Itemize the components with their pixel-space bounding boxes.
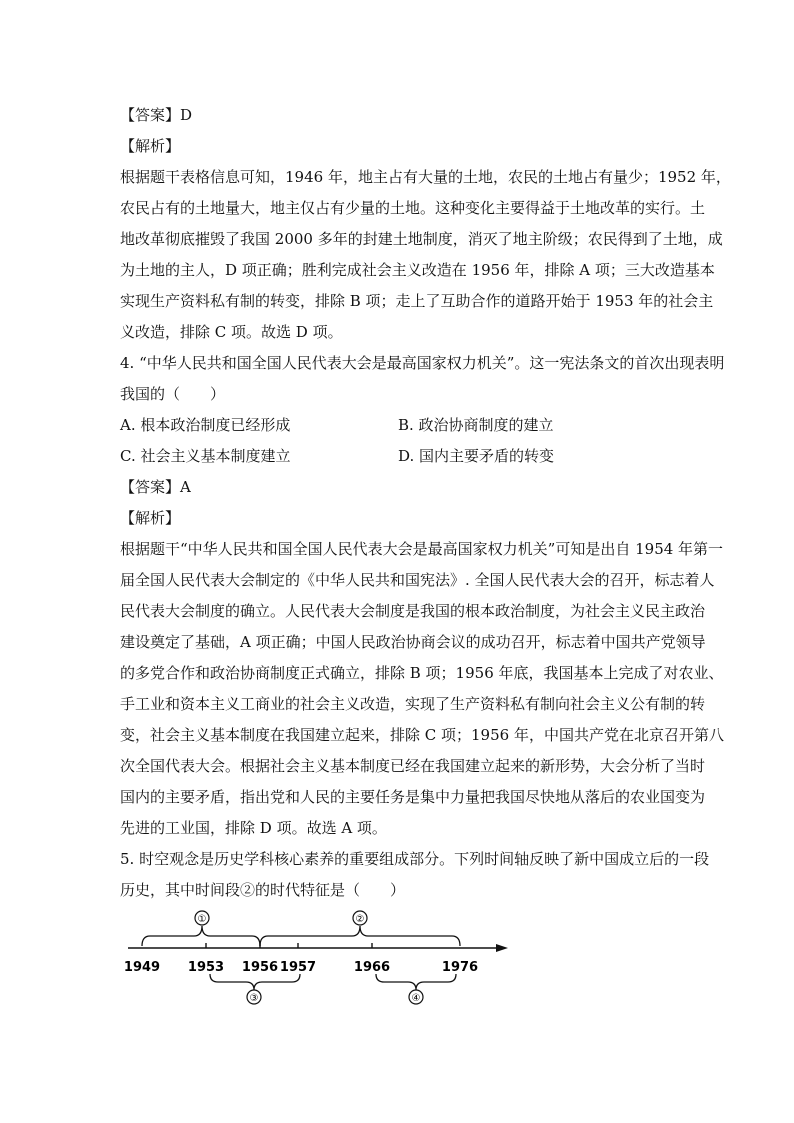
q4-analysis-line: 次全国代表大会。根据社会主义基本制度已经在我国建立起来的新形势，大会分析了当时: [120, 757, 706, 775]
timeline-svg: [120, 908, 520, 1008]
q3-analysis-line: 义改造，排除 C 项。故选 D 项。: [120, 323, 343, 341]
q4-analysis-line: 届全国人民代表大会制定的《中华人民共和国宪法》. 全国人民代表大会的召开，标志着人: [120, 571, 715, 589]
q3-analysis-line: 农民占有的土地量大，地主仅占有少量的土地。这种变化主要得益于土地改革的实行。土: [120, 199, 706, 217]
q4-analysis-line: 变，社会主义基本制度在我国建立起来，排除 C 项；1956 年，中国共产党在北京召开第八: [120, 726, 724, 744]
q4-analysis-line: 手工业和资本主义工商业的社会主义改造，实现了生产资料私有制向社会主义公有制的转: [120, 695, 706, 713]
q4-analysis-line: 建设奠定了基础，A 项正确；中国人民政治协商会议的成功召开，标志着中国共产党领导: [120, 633, 706, 651]
q3-analysis-line: 根据题干表格信息可知，1946 年，地主占有大量的土地，农民的土地占有量少；1952 年，: [120, 168, 731, 186]
q4-answer: 【答案】A: [120, 478, 191, 496]
segment-4-label: ④: [411, 993, 421, 1004]
brace-3: [210, 974, 300, 990]
segment-2-label: ②: [355, 914, 365, 925]
q5-stem: 历史，其中时间段②的时代特征是（ ）: [120, 881, 406, 899]
q3-analysis-line: 为土地的主人，D 项正确；胜利完成社会主义改造在 1956 年，排除 A 项；三大改造基本: [120, 261, 715, 279]
brace-4: [376, 974, 456, 990]
segment-1-label: ①: [197, 914, 207, 925]
timeline-arrowhead: [496, 944, 508, 952]
year-1956: 1956: [241, 960, 279, 975]
q4-option-b[interactable]: B. 政治协商制度的建立: [398, 416, 554, 434]
q4-analysis-line: 国内的主要矛盾，指出党和人民的主要任务是集中力量把我国尽快地从落后的农业国变为: [120, 788, 706, 806]
brace-2: [260, 926, 460, 946]
q3-analysis-line: 实现生产资料私有制的转变，排除 B 项；走上了互助合作的道路开始于 1953 年的社会主: [120, 292, 714, 310]
q3-answer: 【答案】D: [120, 106, 193, 124]
q4-stem: 4. “中华人民共和国全国人民代表大会是最高国家权力机关”。这一宪法条文的首次出现表明: [120, 354, 725, 372]
q4-options-row: [120, 441, 676, 472]
document-page: [120, 100, 731, 906]
q4-option-d[interactable]: D. 国内主要矛盾的转变: [398, 447, 555, 465]
year-1953: 1953: [187, 960, 225, 975]
q4-analysis-line: 民代表大会制度的确立。人民代表大会制度是我国的根本政治制度，为社会主义民主政治: [120, 602, 706, 620]
q3-analysis-line: 地改革彻底摧毁了我国 2000 多年的封建土地制度，消灭了地主阶级；农民得到了土地，成: [120, 230, 723, 248]
q3-analysis-label: 【解析】: [120, 137, 181, 155]
year-1957: 1957: [279, 960, 317, 975]
q5-timeline: [120, 908, 520, 1008]
q4-analysis-label: 【解析】: [120, 509, 181, 527]
q4-option-c[interactable]: C. 社会主义基本制度建立: [120, 447, 291, 465]
year-1966: 1966: [353, 960, 391, 975]
q4-option-a[interactable]: A. 根本政治制度已经形成: [120, 416, 291, 434]
q4-analysis-line: 根据题干“中华人民共和国全国人民代表大会是最高国家权力机关”可知是出自 1954 年第一: [120, 540, 724, 558]
year-1949: 1949: [123, 960, 161, 975]
q4-stem: 我国的（ ）: [120, 385, 226, 403]
q4-options-row: [120, 410, 676, 441]
brace-1: [142, 926, 260, 946]
q5-stem: 5. 时空观念是历史学科核心素养的重要组成部分。下列时间轴反映了新中国成立后的一段: [120, 850, 710, 868]
q4-analysis-line: 的多党合作和政治协商制度正式确立，排除 B 项；1956 年底，我国基本上完成了对农业、: [120, 664, 724, 682]
year-1976: 1976: [441, 960, 479, 975]
segment-3-label: ③: [249, 993, 259, 1004]
q4-analysis-line: 先进的工业国，排除 D 项。故选 A 项。: [120, 819, 387, 837]
